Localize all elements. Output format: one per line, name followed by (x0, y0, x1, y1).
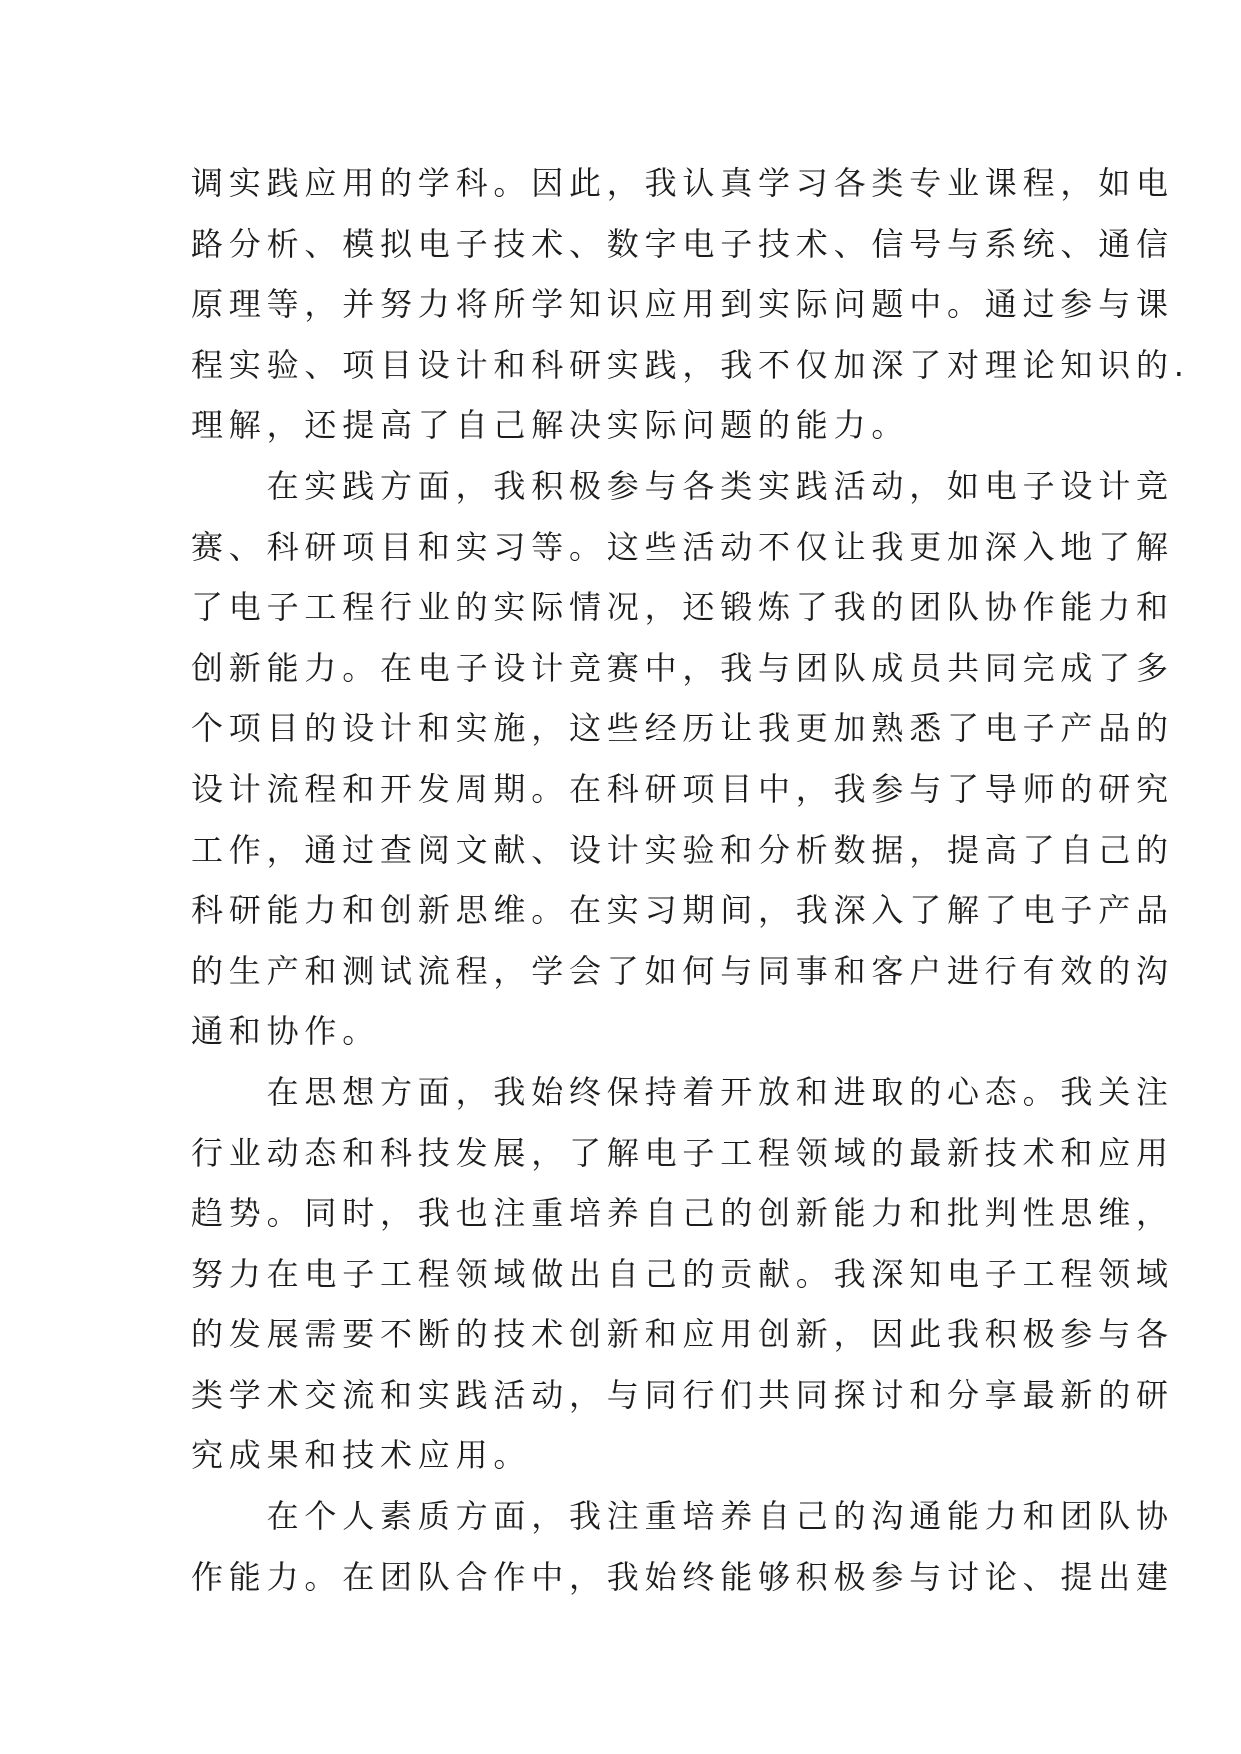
text-line: 工作，通过查阅文献、设计实验和分析数据，提高了自己的 (191, 830, 1174, 869)
text-line: 通和协作。 (191, 1012, 381, 1051)
text-line: 设计流程和开发周期。在科研项目中，我参与了导师的研究 (191, 769, 1174, 808)
text-line: 类学术交流和实践活动，与同行们共同探讨和分享最新的研 (191, 1375, 1174, 1414)
text-line: 趋势。同时，我也注重培养自己的创新能力和批判性思维， (191, 1194, 1174, 1233)
text-line: 理解，还提高了自己解决实际问题的能力。 (191, 406, 910, 445)
text-line: 的发展需要不断的技术创新和应用创新，因此我积极参与各 (191, 1315, 1174, 1354)
text-line: 调实践应用的学科。因此，我认真学习各类专业课程，如电 (191, 164, 1174, 202)
text-line: 路分析、模拟电子技术、数字电子技术、信号与系统、通信 (191, 224, 1174, 263)
text-line: 在思想方面，我始终保持着开放和进取的心态。我关注 (191, 1072, 1174, 1111)
text-line: 努力在电子工程领域做出自己的贡献。我深知电子工程领域 (191, 1254, 1174, 1293)
text-line: 创新能力。在电子设计竞赛中，我与团队成员共同完成了多 (191, 648, 1174, 687)
text-line: 个项目的设计和实施，这些经历让我更加熟悉了电子产品的 (191, 709, 1174, 748)
text-line: 在个人素质方面，我注重培养自己的沟通能力和团队协 (191, 1497, 1174, 1536)
text-line: 究成果和技术应用。 (191, 1436, 532, 1475)
text-line: 了电子工程行业的实际情况，还锻炼了我的团队协作能力和 (191, 588, 1174, 627)
text-line: 科研能力和创新思维。在实习期间，我深入了解了电子产品 (191, 891, 1174, 930)
text-line: 原理等，并努力将所学知识应用到实际问题中。通过参与课 (191, 285, 1174, 324)
text-line: 的生产和测试流程，学会了如何与同事和客户进行有效的沟 (191, 951, 1174, 990)
text-line: 行业动态和科技发展，了解电子工程领域的最新技术和应用 (191, 1133, 1174, 1172)
body-text (191, 153, 1190, 1607)
text-line: 在实践方面，我积极参与各类实践活动，如电子设计竞 (191, 466, 1174, 505)
text-line: 赛、科研项目和实习等。这些活动不仅让我更加深入地了解 (191, 527, 1174, 566)
text-line: 程实验、项目设计和科研实践，我不仅加深了对理论知识的. (191, 345, 1190, 384)
text-line: 作能力。在团队合作中，我始终能够积极参与讨论、提出建 (191, 1557, 1174, 1596)
